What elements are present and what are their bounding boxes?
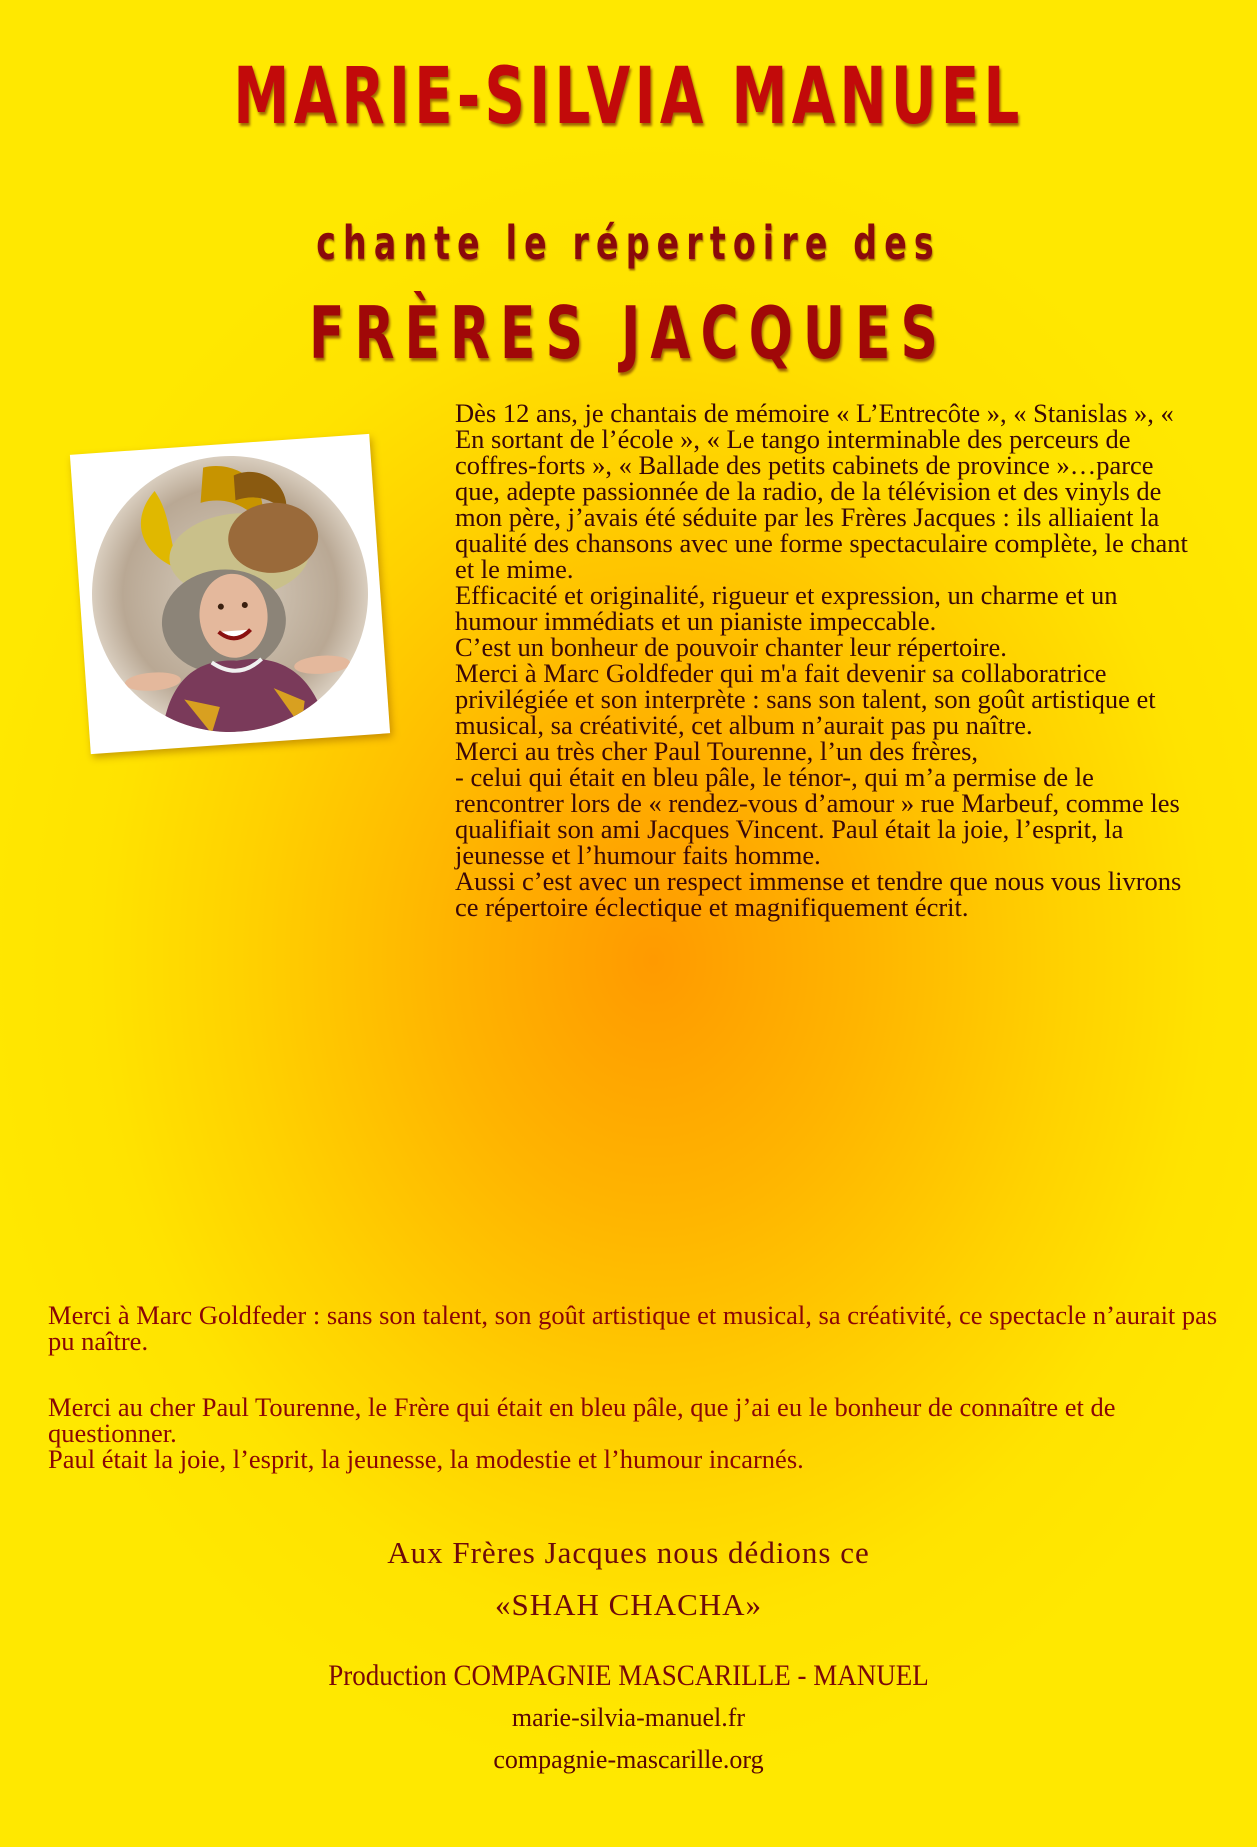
page-title: MARIE-SILVIA MANUEL [233,52,1024,142]
thanks-tourenne-tribute: Paul était la joie, l’esprit, la jeunesse, la modestie et l’humour incarnés. [48,1444,804,1474]
production-credit: Production COMPAGNIE MASCARILLE - MANUEL [328,1659,929,1692]
biography-paragraph: - celui qui était en bleu pâle, le ténor-, qui m’a permise de le rencontrer lors de « rendez-vous d’amour » rue Marbeuf, comme les qualifiait son ami Jacques Vincent. Paul était la joie, l’esprit, la jeunesse et l’humour faits homme. [455,762,1180,870]
biography-paragraph: Merci à Marc Goldfeder qui m'a fait devenir sa collaboratrice privilégiée et son interprète : sans son talent, son goût artistique et musical, sa créativité, cet album n’aurait pas pu naître. [455,658,1156,740]
biography-paragraph: Efficacité et originalité, rigueur et expression, un charme et un humour immédiats et un pianiste impeccable. [455,580,1118,636]
biography-paragraph: Merci au très cher Paul Tourenne, l’un des frères, [455,736,979,766]
thanks-goldfeder: Merci à Marc Goldfeder : sans son talent, son goût artistique et musical, sa créativité, ce spectacle n’aurait pas pu naître. [48,1300,1218,1356]
thanks-tourenne: Merci au cher Paul Tourenne, le Frère qui était en bleu pâle, que j’ai eu le bonheur de connaître et de questionner. [48,1392,1116,1448]
footer [0,1655,1257,1781]
dedication-line: Aux Frères Jacques nous dédions ce [387,1535,870,1570]
website-link[interactable]: marie-silvia-manuel.fr [511,1703,746,1732]
album-title: «SHAH CHACHA» [494,1587,763,1622]
artist-photo [70,434,390,754]
portrait-illustration [83,447,378,742]
acknowledgements [48,1302,1228,1472]
dedication [0,1527,1257,1631]
biography-text [455,400,1195,920]
artist-portrait [83,447,378,742]
website-link[interactable]: compagnie-mascarille.org [493,1745,764,1774]
page-subtitle: chante le répertoire des [316,216,941,270]
biography-paragraph: C’est un bonheur de pouvoir chanter leur répertoire. [455,632,1007,662]
band-title: FRÈRES JACQUES [309,291,948,375]
biography-paragraph: Dès 12 ans, je chantais de mémoire « L’Entrecôte », « Stanislas », « En sortant de l’école », « Le tango interminable des perceurs de coffres-forts », « Ballade des petits cabinets de province »…parce que, adepte passionnée de la radio, de la télévision et des vinyls de mon père, j’avais été séduite par les Frères Jacques : ils alliaient la qualité des chansons avec une forme spectaculaire complète, le chant et le mime. [455,398,1188,584]
biography-paragraph: Aussi c’est avec un respect immense et tendre que nous vous livrons ce répertoire éclectique et magnifiquement écrit. [455,866,1182,922]
